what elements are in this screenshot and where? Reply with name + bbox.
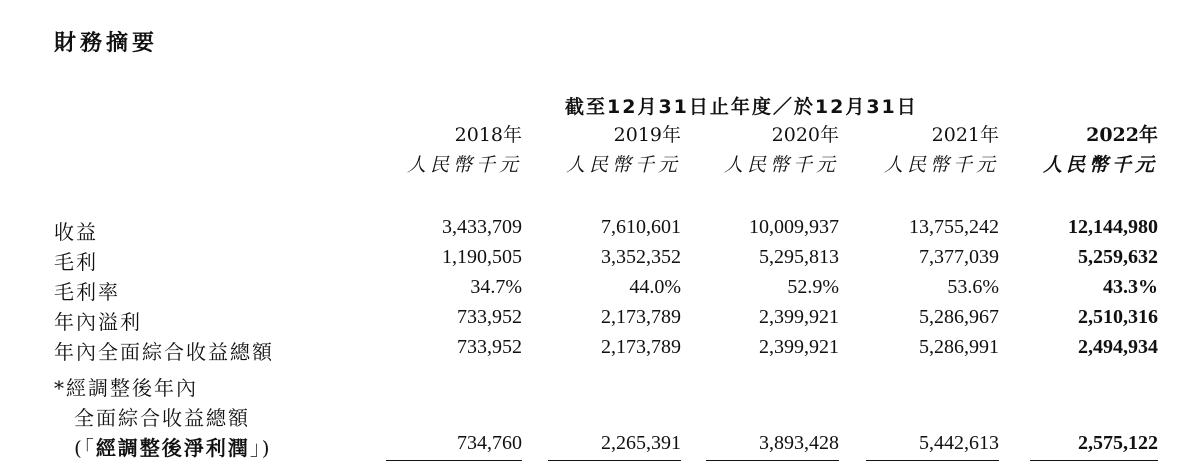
column-unit: 人民幣千元 <box>723 154 839 176</box>
adjusted-cell: 3,893,428 <box>759 432 839 454</box>
row-label: 毛利率 <box>54 280 120 304</box>
total-underline <box>1030 460 1158 461</box>
column-header-1 <box>566 120 681 180</box>
row-label: 毛利 <box>54 250 98 274</box>
column-unit: 人民幣千元 <box>883 154 999 176</box>
table-cell: 2,173,789 <box>601 306 681 328</box>
table-cell: 5,286,991 <box>919 336 999 358</box>
column-year: 2021年 <box>931 124 999 146</box>
table-cell: 10,009,937 <box>749 216 839 238</box>
column-header-3 <box>884 120 999 180</box>
table-cell: 733,952 <box>457 336 522 358</box>
table-cell: 7,377,039 <box>919 246 999 268</box>
adjusted-label-line2: 全面綜合收益總額 <box>74 406 250 430</box>
table-cell: 5,286,967 <box>919 306 999 328</box>
table-cell: 52.9% <box>787 276 839 298</box>
table-cell: 44.0% <box>629 276 681 298</box>
column-header-4 <box>1043 120 1158 180</box>
table-cell: 5,259,632 <box>1078 246 1158 268</box>
table-cell: 13,755,242 <box>909 216 999 238</box>
table-cell: 7,610,601 <box>601 216 681 238</box>
table-cell: 1,190,505 <box>442 246 522 268</box>
page-title: 財務摘要 <box>54 31 159 56</box>
adjusted-label-open: (「 <box>74 436 96 460</box>
column-year: 2022年 <box>1086 124 1158 146</box>
table-cell: 2,399,921 <box>759 336 839 358</box>
adjusted-label-bold: 經調整後淨利潤 <box>95 436 250 460</box>
total-underline <box>548 460 681 461</box>
table-cell: 2,494,934 <box>1078 336 1158 358</box>
table-cell: 34.7% <box>470 276 522 298</box>
table-cell: 3,433,709 <box>442 216 522 238</box>
column-year: 2020年 <box>771 124 839 146</box>
column-header-2 <box>724 120 839 180</box>
row-label: 年內全面綜合收益總額 <box>54 340 274 364</box>
period-header: 截至12月31日止年度／於12月31日 <box>565 96 918 118</box>
row-label: 收益 <box>54 220 98 244</box>
column-unit: 人民幣千元 <box>565 154 681 176</box>
table-cell: 3,352,352 <box>601 246 681 268</box>
column-year: 2018年 <box>454 124 522 146</box>
table-cell: 2,399,921 <box>759 306 839 328</box>
adjusted-cell: 2,575,122 <box>1078 432 1158 454</box>
total-underline <box>866 460 999 461</box>
adjusted-label-close: 」) <box>249 436 272 460</box>
table-cell: 2,510,316 <box>1078 306 1158 328</box>
column-unit: 人民幣千元 <box>406 154 522 176</box>
column-header-0 <box>407 120 522 180</box>
adjusted-cell: 5,442,613 <box>919 432 999 454</box>
table-cell: 733,952 <box>457 306 522 328</box>
table-cell: 5,295,813 <box>759 246 839 268</box>
adjusted-label-line1: *經調整後年內 <box>54 376 198 400</box>
total-underline <box>706 460 839 461</box>
table-cell: 12,144,980 <box>1068 216 1158 238</box>
table-cell: 53.6% <box>947 276 999 298</box>
column-unit: 人民幣千元 <box>1042 154 1158 176</box>
adjusted-cell: 2,265,391 <box>601 432 681 454</box>
table-cell: 43.3% <box>1103 276 1158 298</box>
row-label: 年內溢利 <box>54 310 142 334</box>
adjusted-label-line3 <box>74 432 272 461</box>
table-cell: 2,173,789 <box>601 336 681 358</box>
column-year: 2019年 <box>613 124 681 146</box>
total-underline <box>386 460 522 461</box>
adjusted-cell: 734,760 <box>457 432 522 454</box>
